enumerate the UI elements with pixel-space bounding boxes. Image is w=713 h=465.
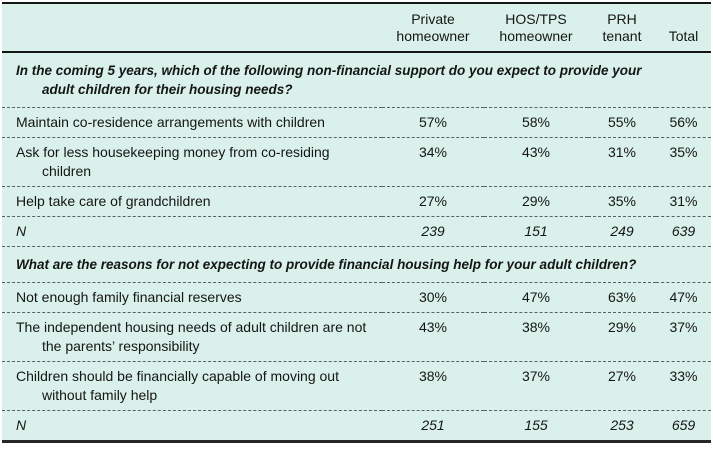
value-cell: 239 [421,223,445,239]
value-cell: 29% [607,319,637,335]
header-spacer [2,3,382,52]
value-cell: 639 [671,223,696,239]
row-label: Maintain co-residence arrangements with children [16,114,325,130]
table-row [2,187,711,217]
value-cell: 43% [521,144,551,160]
row-label: Help take care of grandchildren [16,193,211,209]
value-cell: 37% [669,319,698,335]
survey-results-table [2,2,711,443]
value-cell: 37% [521,368,551,384]
value-cell: 27% [607,368,637,384]
value-cell: 155 [524,417,548,433]
column-header-hos-tps-homeowner: HOS/TPS homeowner [499,11,573,44]
row-label: N [16,417,27,433]
sample-size-row [2,411,711,442]
table-row [2,362,711,411]
section-1-question: In the coming 5 years, which of the following non-financial support do you expect to provide your adult children for their housing needs? [16,63,642,97]
value-cell: 57% [418,114,448,130]
header-row [2,3,711,52]
row-label: Ask for less housekeeping money from co-residing children [16,144,330,179]
table-row [2,313,711,362]
column-header-private-homeowner: Private homeowner [396,11,470,44]
value-cell: 35% [607,193,637,209]
section-2-question-row [2,247,711,283]
value-cell: 30% [418,289,448,305]
table-row [2,138,711,187]
table-row [2,108,711,138]
value-cell: 251 [421,417,445,433]
value-cell: 34% [418,144,448,160]
value-cell: 38% [418,368,448,384]
value-cell: 47% [521,289,551,305]
value-cell: 249 [610,223,634,239]
row-label: Not enough family financial reserves [16,289,242,305]
value-cell: 63% [607,289,637,305]
section-1-question-row [2,52,711,108]
value-cell: 47% [669,289,698,305]
value-cell: 58% [521,114,551,130]
column-header-total: Total [668,28,699,44]
row-label: N [16,223,27,239]
section-2-question: What are the reasons for not expecting to provide financial housing help for your adult children? [16,257,637,272]
value-cell: 659 [671,417,696,433]
value-cell: 27% [418,193,448,209]
value-cell: 55% [607,114,637,130]
value-cell: 43% [418,319,448,335]
value-cell: 31% [669,193,698,209]
sample-size-row [2,217,711,247]
value-cell: 151 [524,223,548,239]
value-cell: 38% [521,319,551,335]
value-cell: 33% [669,368,698,384]
value-cell: 29% [521,193,551,209]
value-cell: 253 [610,417,634,433]
row-label: The independent housing needs of adult children are not the parents’ responsibility [16,319,367,354]
value-cell: 31% [607,144,637,160]
table-row [2,283,711,313]
column-header-prh-tenant: PRH tenant [602,11,642,44]
value-cell: 56% [669,114,698,130]
row-label: Children should be financially capable of moving out without family help [16,368,339,403]
value-cell: 35% [669,144,698,160]
